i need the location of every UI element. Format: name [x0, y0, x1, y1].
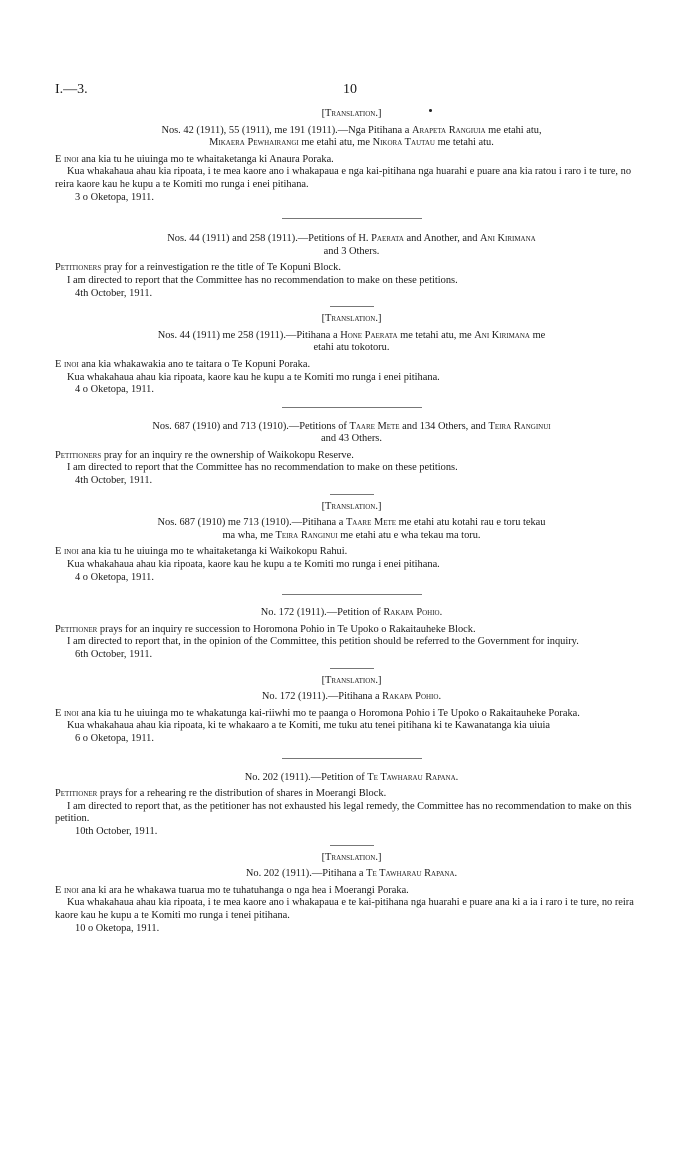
report-date: 3 o Oketopa, 1911.: [75, 191, 154, 203]
short-divider: [330, 668, 374, 669]
entry-title: No. 202 (1911).—Pitihana a Te Tawharau Rapana.: [245, 868, 458, 880]
short-divider: [330, 494, 374, 495]
entry-title: Nos. 42 (1911), 55 (1911), me 191 (1911).—Nga Pitihana a Arapeta Rangiuia me etahi atu, Mikaera Pewhairangi me etahi atu, me Nikora Tautau me tetahi atu.: [161, 124, 542, 149]
petitioner-name: Rakapa Pohio: [383, 607, 440, 619]
translation-heading: [Translation.]: [321, 674, 382, 686]
report-date: 4 o Oketopa, 1911.: [75, 384, 154, 396]
prayer-paragraph: E inoi ana kia tu he uiuinga mo te whakatunga kai-riiwhi mo te paanga o Horomona Pohio i Te Upoko o Rakaitauheke Poraka.: [55, 707, 580, 719]
petitioner-name: Nikora Tautau: [372, 137, 435, 149]
petitioner-name: Taare Mete: [349, 420, 400, 432]
petitioner-name: Ani Kirimana: [480, 233, 536, 245]
report-paragraph: I am directed to report that, as the petitioner has not exhausted his legal remedy, the Committee has no recommendation to make on this petition.: [55, 800, 632, 825]
petitioner-name: Teira Ranginui: [488, 420, 551, 432]
petitioner-name: Rakapa Pohio: [382, 691, 439, 703]
translation-heading: [Translation.]: [321, 313, 382, 325]
report-date: 4 o Oketopa, 1911.: [75, 571, 154, 583]
entry-title: Nos. 44 (1911) and 258 (1911).—Petitions of H. Paerata and Another, and Ani Kirimana and 3 Others.: [167, 233, 536, 257]
document-body: [55, 108, 648, 935]
report-date: 6 o Oketopa, 1911.: [75, 732, 154, 744]
entry-title: Nos. 44 (1911) me 258 (1911).—Pitihana a Hone Paerata me tetahi atu, me Ani Kirimana me etahi atu tokotoru.: [157, 329, 546, 354]
report-date: 4th October, 1911.: [75, 287, 153, 299]
petitioner-name: Hone Paerata: [340, 329, 398, 341]
report-paragraph: Kua whakahaua ahau kia ripoata, kaore kau he kupu a te Komiti mo runga i enei pitihana.: [67, 559, 440, 571]
prayer-paragraph: E inoi ana kia tu he uiuinga mo te whaitaketanga ki Waikokopu Rahui.: [55, 546, 348, 558]
prayer-paragraph: Petitioners pray for an inquiry re the ownership of Waikokopu Reserve.: [55, 449, 354, 461]
prayer-paragraph: E inoi ana kia tu he uiuinga mo te whaitaketanga ki Anaura Poraka.: [55, 153, 334, 165]
petitioner-name: Paerata: [371, 233, 404, 245]
translation-heading: [Translation.]: [321, 108, 382, 119]
short-divider: [330, 306, 374, 307]
translation-heading: [Translation.]: [321, 851, 382, 863]
section-divider: [282, 218, 422, 219]
petitioner-name: Ani Kirimana: [474, 329, 530, 341]
report-paragraph: I am directed to report that the Committee has no recommendation to make on these petitions.: [67, 274, 458, 286]
prayer-paragraph: Petitioner prays for a rehearing re the distribution of shares in Moerangi Block.: [55, 788, 387, 800]
report-paragraph: Kua whakahaua ahau kia ripoata, i te mea kaore ano i whakapaua e te kai-pitihana nga huarahi e puare ana ki a ia i raro i te ture, no reira kaore kau he kupu a te Komiti mo runga i tenei pitihana.: [55, 897, 634, 921]
report-date: 10 o Oketopa, 1911.: [75, 922, 160, 934]
report-date: 10th October, 1911.: [75, 825, 158, 837]
petitioner-name: Teira Ranginui: [275, 529, 338, 541]
petitioner-name: Arapeta Rangiuia: [411, 124, 486, 136]
petitioner-name: Te Tawharau Rapana: [367, 771, 456, 783]
entry-title: No. 202 (1911).—Petition of Te Tawharau Rapana.: [244, 771, 459, 783]
prayer-paragraph: Petitioners pray for a reinvestigation re the title of Te Kopuni Block.: [55, 262, 341, 274]
prayer-paragraph: Petitioner prays for an inquiry re succession to Horomona Pohio in Te Upoko o Rakaitauheke Block.: [55, 623, 476, 635]
petitioner-name: Mikaera Pewhairangi: [209, 137, 299, 149]
petitioner-name: Taare Mete: [345, 517, 397, 529]
entry-title: Nos. 687 (1910) and 713 (1910).—Petitions of Taare Mete and 134 Others, and Teira Ranginui and 43 Others.: [152, 420, 551, 445]
petitioner-name: Te Tawharau Rapana: [366, 868, 455, 880]
report-paragraph: I am directed to report that the Committee has no recommendation to make on these petitions.: [67, 462, 458, 474]
prayer-paragraph: E inoi ana ki ara he whakawa tuarua mo te tuhatuhanga o nga hea i Moerangi Poraka.: [55, 884, 409, 896]
section-divider: [282, 758, 422, 759]
section-divider: [282, 594, 422, 595]
series-label: I.—3.: [55, 82, 88, 97]
entry-title: No. 172 (1911).—Petition of Rakapa Pohio.: [260, 607, 443, 619]
prayer-paragraph: E inoi ana kia whakawakia ano te taitara o Te Kopuni Poraka.: [55, 358, 311, 370]
entry-title: No. 172 (1911).—Pitihana a Rakapa Pohio.: [261, 691, 442, 703]
section-divider: [282, 407, 422, 408]
short-divider: [330, 845, 374, 846]
report-date: 6th October, 1911.: [75, 649, 153, 660]
translation-heading: [Translation.]: [321, 500, 382, 512]
entry-title: Nos. 687 (1910) me 713 (1910).—Pitihana a Taare Mete me etahi atu kotahi rau e toru tekau ma wha, me Teira Ranginui me etahi atu e wha tekau ma toru.: [157, 517, 546, 541]
report-paragraph: Kua whakahaua ahau kia ripoata, i te mea kaore ano i whakapaua e nga kai-pitihana nga huarahi e puare ana kia ratou i raro i te ture, no reira kaore kau he kupu a te Komiti mo runga i enei pitihana.: [55, 166, 632, 190]
report-paragraph: I am directed to report that, in the opinion of the Committee, this petition should be referred to the Government for inquiry.: [67, 636, 579, 648]
page-number: 10: [343, 82, 357, 97]
report-paragraph: Kua whakahaua ahau kia ripoata, ki te whakaaro a te Komiti, me tuku atu tenei pitihana ki te Kawanatanga kia uiuia: [67, 720, 550, 732]
report-date: 4th October, 1911.: [75, 475, 153, 487]
report-paragraph: Kua whakahaua ahau kia ripoata, kaore kau he kupu a te Komiti mo runga i enei pitihana.: [67, 371, 440, 383]
